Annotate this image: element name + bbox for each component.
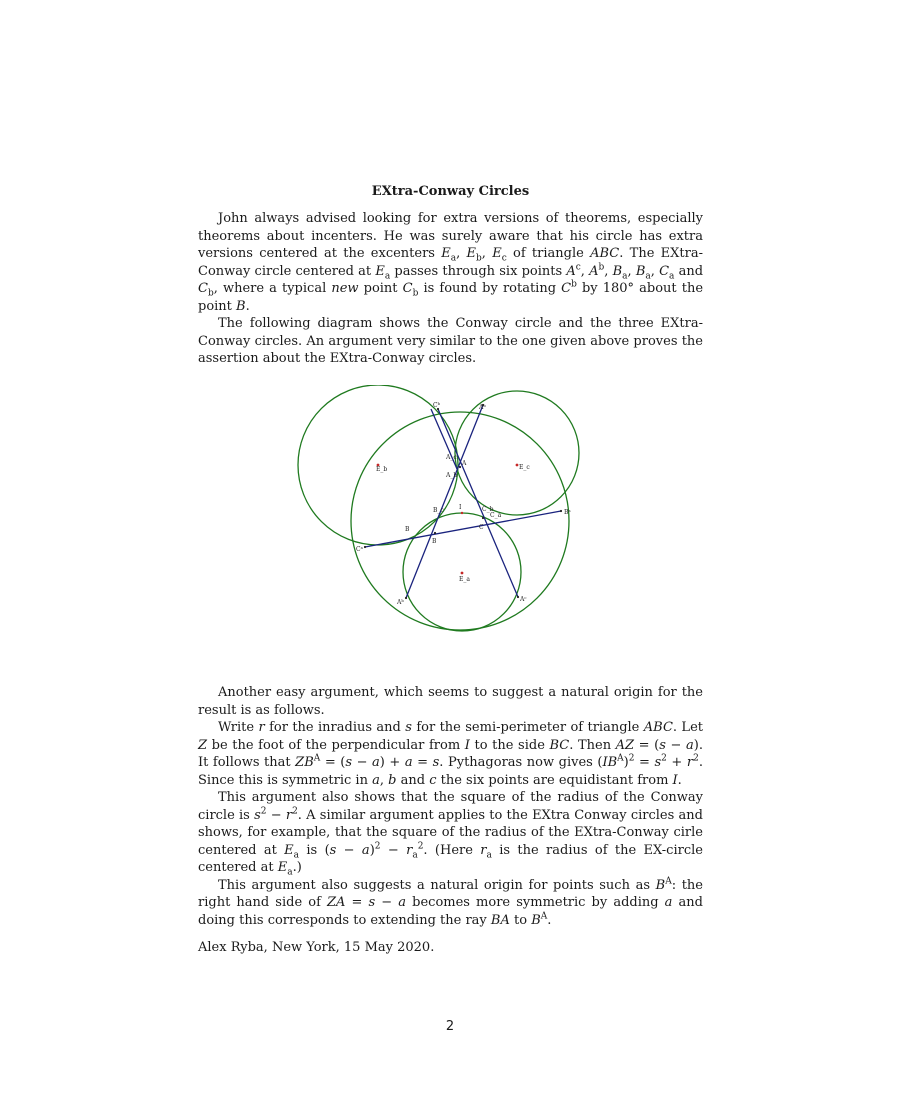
label-eb: E_b — [376, 466, 388, 473]
label-ca: C_a — [490, 512, 502, 519]
paragraph-4: Write r for the inradius and s for the semi-perimeter of triangle ABC. Let Z be the foot of the perpendicular from I to the side BC. Then AZ = (s − a). It follows that $ZB^A = (s - a) + a = s$. Pythagoras now gives $(IB^A)^2 = s^2 + r^2$. Since this is symmetric in a, b and c the six points are equidistant from I. — [198, 720, 703, 788]
line-ab-1 — [438, 409, 518, 597]
label-a: A — [462, 460, 467, 467]
label-ac2: Aᶜ — [520, 596, 527, 603]
line-bc — [365, 511, 561, 547]
label-ca2: Cᵃ — [356, 546, 363, 553]
conway-circle — [351, 412, 569, 630]
paragraph-argument — [198, 684, 703, 957]
point-marker — [459, 466, 461, 468]
label-cb: Cᵇ — [433, 402, 440, 409]
section-title: EXtra-Conway Circles — [371, 184, 530, 199]
label-ec: E_c — [519, 464, 530, 471]
label-ba: Bᵃ — [564, 509, 571, 516]
extra-conway-circle-c — [455, 391, 579, 515]
point-marker — [517, 596, 519, 598]
point-i — [461, 512, 463, 514]
label-ea: E_a — [459, 576, 470, 583]
label-cb2: C_b — [482, 506, 494, 513]
paragraph-1: John always advised looking for extra versions of theorems, especially theorems about incenters. He was surely aware that his circle has extra versions centered at the excenters $E_a$, $E_b$, $E_c$ of triangle ABC. The EXtra-Conway circle centered at $E_a$ passes through six points $A^c$, $A^b$, $B_a$, $B_a$, $C_a$ and $C_b$, where a typical new point $C_b$ is found by rotating $C^b$ by 180° about the point B. — [198, 211, 704, 314]
label-i: I — [459, 504, 462, 511]
label-ab2: A_b — [446, 472, 458, 479]
page-number: 2 — [445, 1019, 455, 1034]
label-b: B — [405, 526, 410, 533]
point-marker — [364, 546, 366, 548]
line-ab-2 — [406, 405, 483, 598]
paragraph-5: This argument also shows that the square of the radius of the Conway circle is $s^2 - r^2$. A similar argument applies to the EXtra Conway circles and shows, for example, that the square of the radius of the EXtra-Conway cirle centered at $E_a$ is $(s - a)^2 - r_a^2$. (Here $r_a$ is the radius of the EX-circle centered at $E_a$.) — [198, 790, 703, 878]
point-marker — [560, 510, 562, 512]
point-ec — [516, 464, 519, 467]
point-marker — [405, 597, 407, 599]
point-marker — [434, 532, 436, 534]
label-bc: B_c — [433, 507, 444, 514]
paragraph-3: Another easy argument, which seems to suggest a natural origin for the result is as follows. — [198, 685, 703, 718]
label-ab3: Aᵇ — [397, 599, 404, 606]
label-ab: Aᵇ — [479, 404, 486, 411]
label-c: C — [479, 524, 484, 531]
conway-diagram — [290, 385, 600, 635]
signature: Alex Ryba, New York, 15 May 2020. — [198, 940, 435, 955]
paragraph-6: This argument also suggests a natural origin for points such as $B^A$: the right hand side of ZA = s − a becomes more symmetric by adding a and doing this corresponds to extending the ray BA to $B^A$. — [198, 876, 703, 928]
paragraph-intro — [198, 210, 703, 368]
paragraph-2: The following diagram shows the Conway circle and the three EXtra-Conway circles. An argument very similar to the one given above proves the assertion about the EXtra-Conway circles. — [198, 316, 703, 366]
label-ac: A_c — [446, 454, 457, 461]
point-marker — [482, 517, 484, 519]
label-b-lower: B — [432, 538, 437, 545]
point-ea — [461, 572, 464, 575]
